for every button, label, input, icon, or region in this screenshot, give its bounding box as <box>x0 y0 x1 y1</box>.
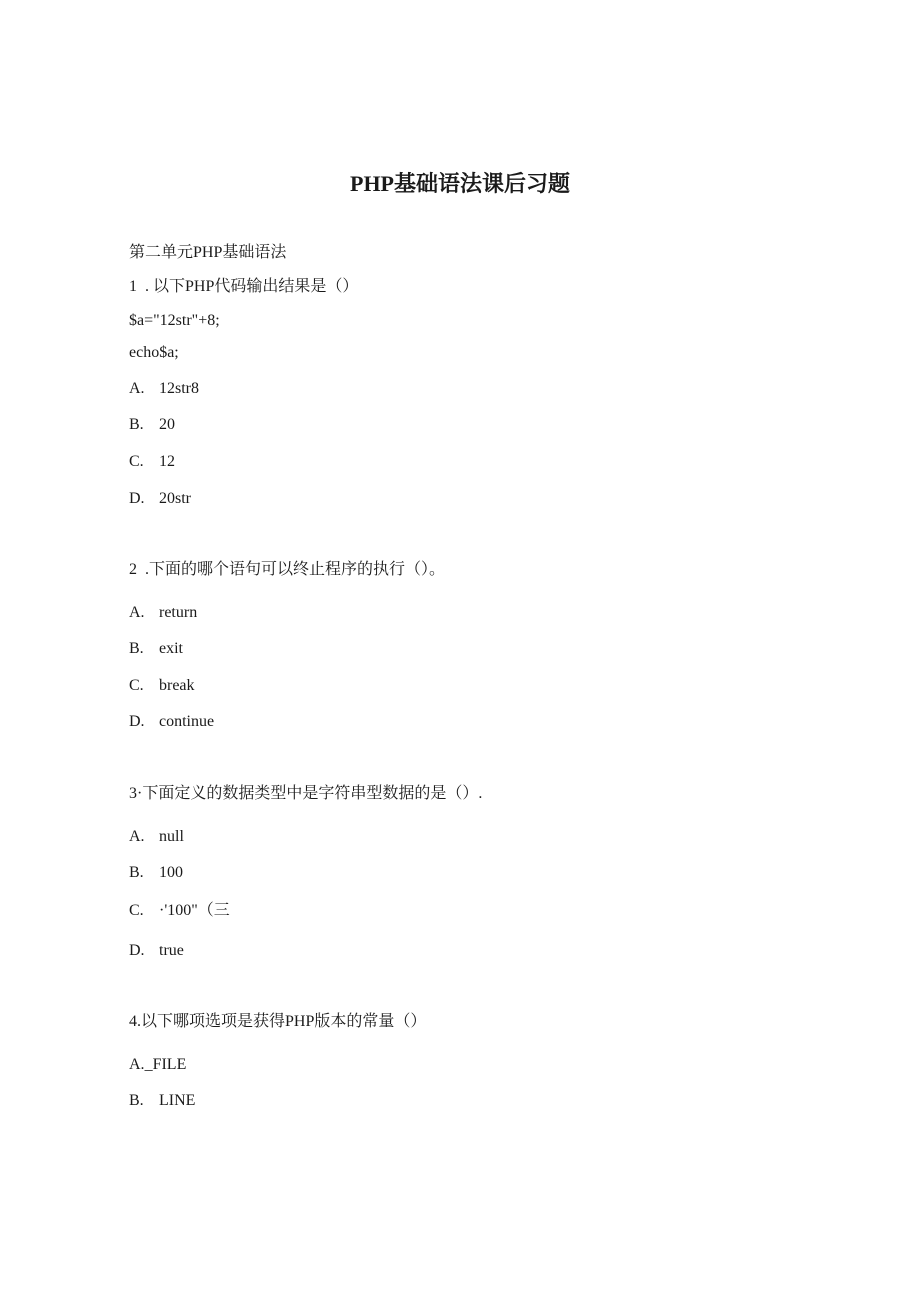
option-text: ·'100"（三 <box>159 902 230 919</box>
option-text: 100 <box>159 864 183 881</box>
option-text: null <box>159 828 184 845</box>
option-text: return <box>159 604 198 621</box>
question-1-code-line-2: echo$a; <box>129 344 179 361</box>
question-1-option-d <box>129 488 191 510</box>
question-4-option-b <box>129 1090 195 1112</box>
option-letter: D. <box>129 942 145 959</box>
question-4-option-a <box>129 1054 186 1076</box>
question-3-stem: 3·下面定义的数据类型中是字符串型数据的是（）. <box>129 785 483 802</box>
question-3-option-b <box>129 862 183 884</box>
option-letter: D. <box>129 713 145 730</box>
option-letter: B. <box>129 1092 144 1109</box>
question-1-code-line-1: $a="12str"+8; <box>129 312 220 329</box>
option-text: exit <box>159 640 183 657</box>
option-text: continue <box>159 713 215 730</box>
question-3-option-a <box>129 826 184 848</box>
option-text: LINE <box>159 1092 196 1109</box>
option-text: 20 <box>159 416 175 433</box>
option-letter: A. <box>129 1056 145 1073</box>
option-letter: B. <box>129 864 144 881</box>
question-1-stem: 1 . 以下PHP代码输出结果是（） <box>129 278 359 295</box>
option-letter: A. <box>129 828 145 845</box>
option-letter: C. <box>129 453 144 470</box>
option-letter: A. <box>129 604 145 621</box>
question-2-option-b <box>129 638 183 660</box>
question-3-option-d <box>129 940 184 962</box>
question-2-option-c <box>129 675 195 697</box>
option-text: 12str8 <box>159 380 199 397</box>
question-1-option-c <box>129 451 175 473</box>
option-letter: B. <box>129 640 144 657</box>
option-letter: A. <box>129 380 145 397</box>
question-3-option-c <box>129 900 230 922</box>
option-letter: C. <box>129 902 144 919</box>
option-letter: B. <box>129 416 144 433</box>
option-text: true <box>159 942 184 959</box>
question-1-option-b <box>129 414 175 436</box>
unit-heading: 第二单元PHP基础语法 <box>129 244 287 261</box>
option-text: 12 <box>159 453 175 470</box>
document-title: PHP基础语法课后习题 <box>350 171 570 196</box>
option-text: break <box>159 677 195 694</box>
question-2-option-a <box>129 602 197 624</box>
option-text: 20str <box>159 490 191 507</box>
question-1-option-a <box>129 378 199 400</box>
option-letter: D. <box>129 490 145 507</box>
question-2-option-d <box>129 711 214 733</box>
option-letter: C. <box>129 677 144 694</box>
question-2-stem: 2 .下面的哪个语句可以终止程序的执行（）。 <box>129 561 446 578</box>
question-4-stem: 4.以下哪项选项是获得PHP版本的常量（） <box>129 1013 427 1030</box>
option-text: _FILE <box>144 1056 187 1073</box>
